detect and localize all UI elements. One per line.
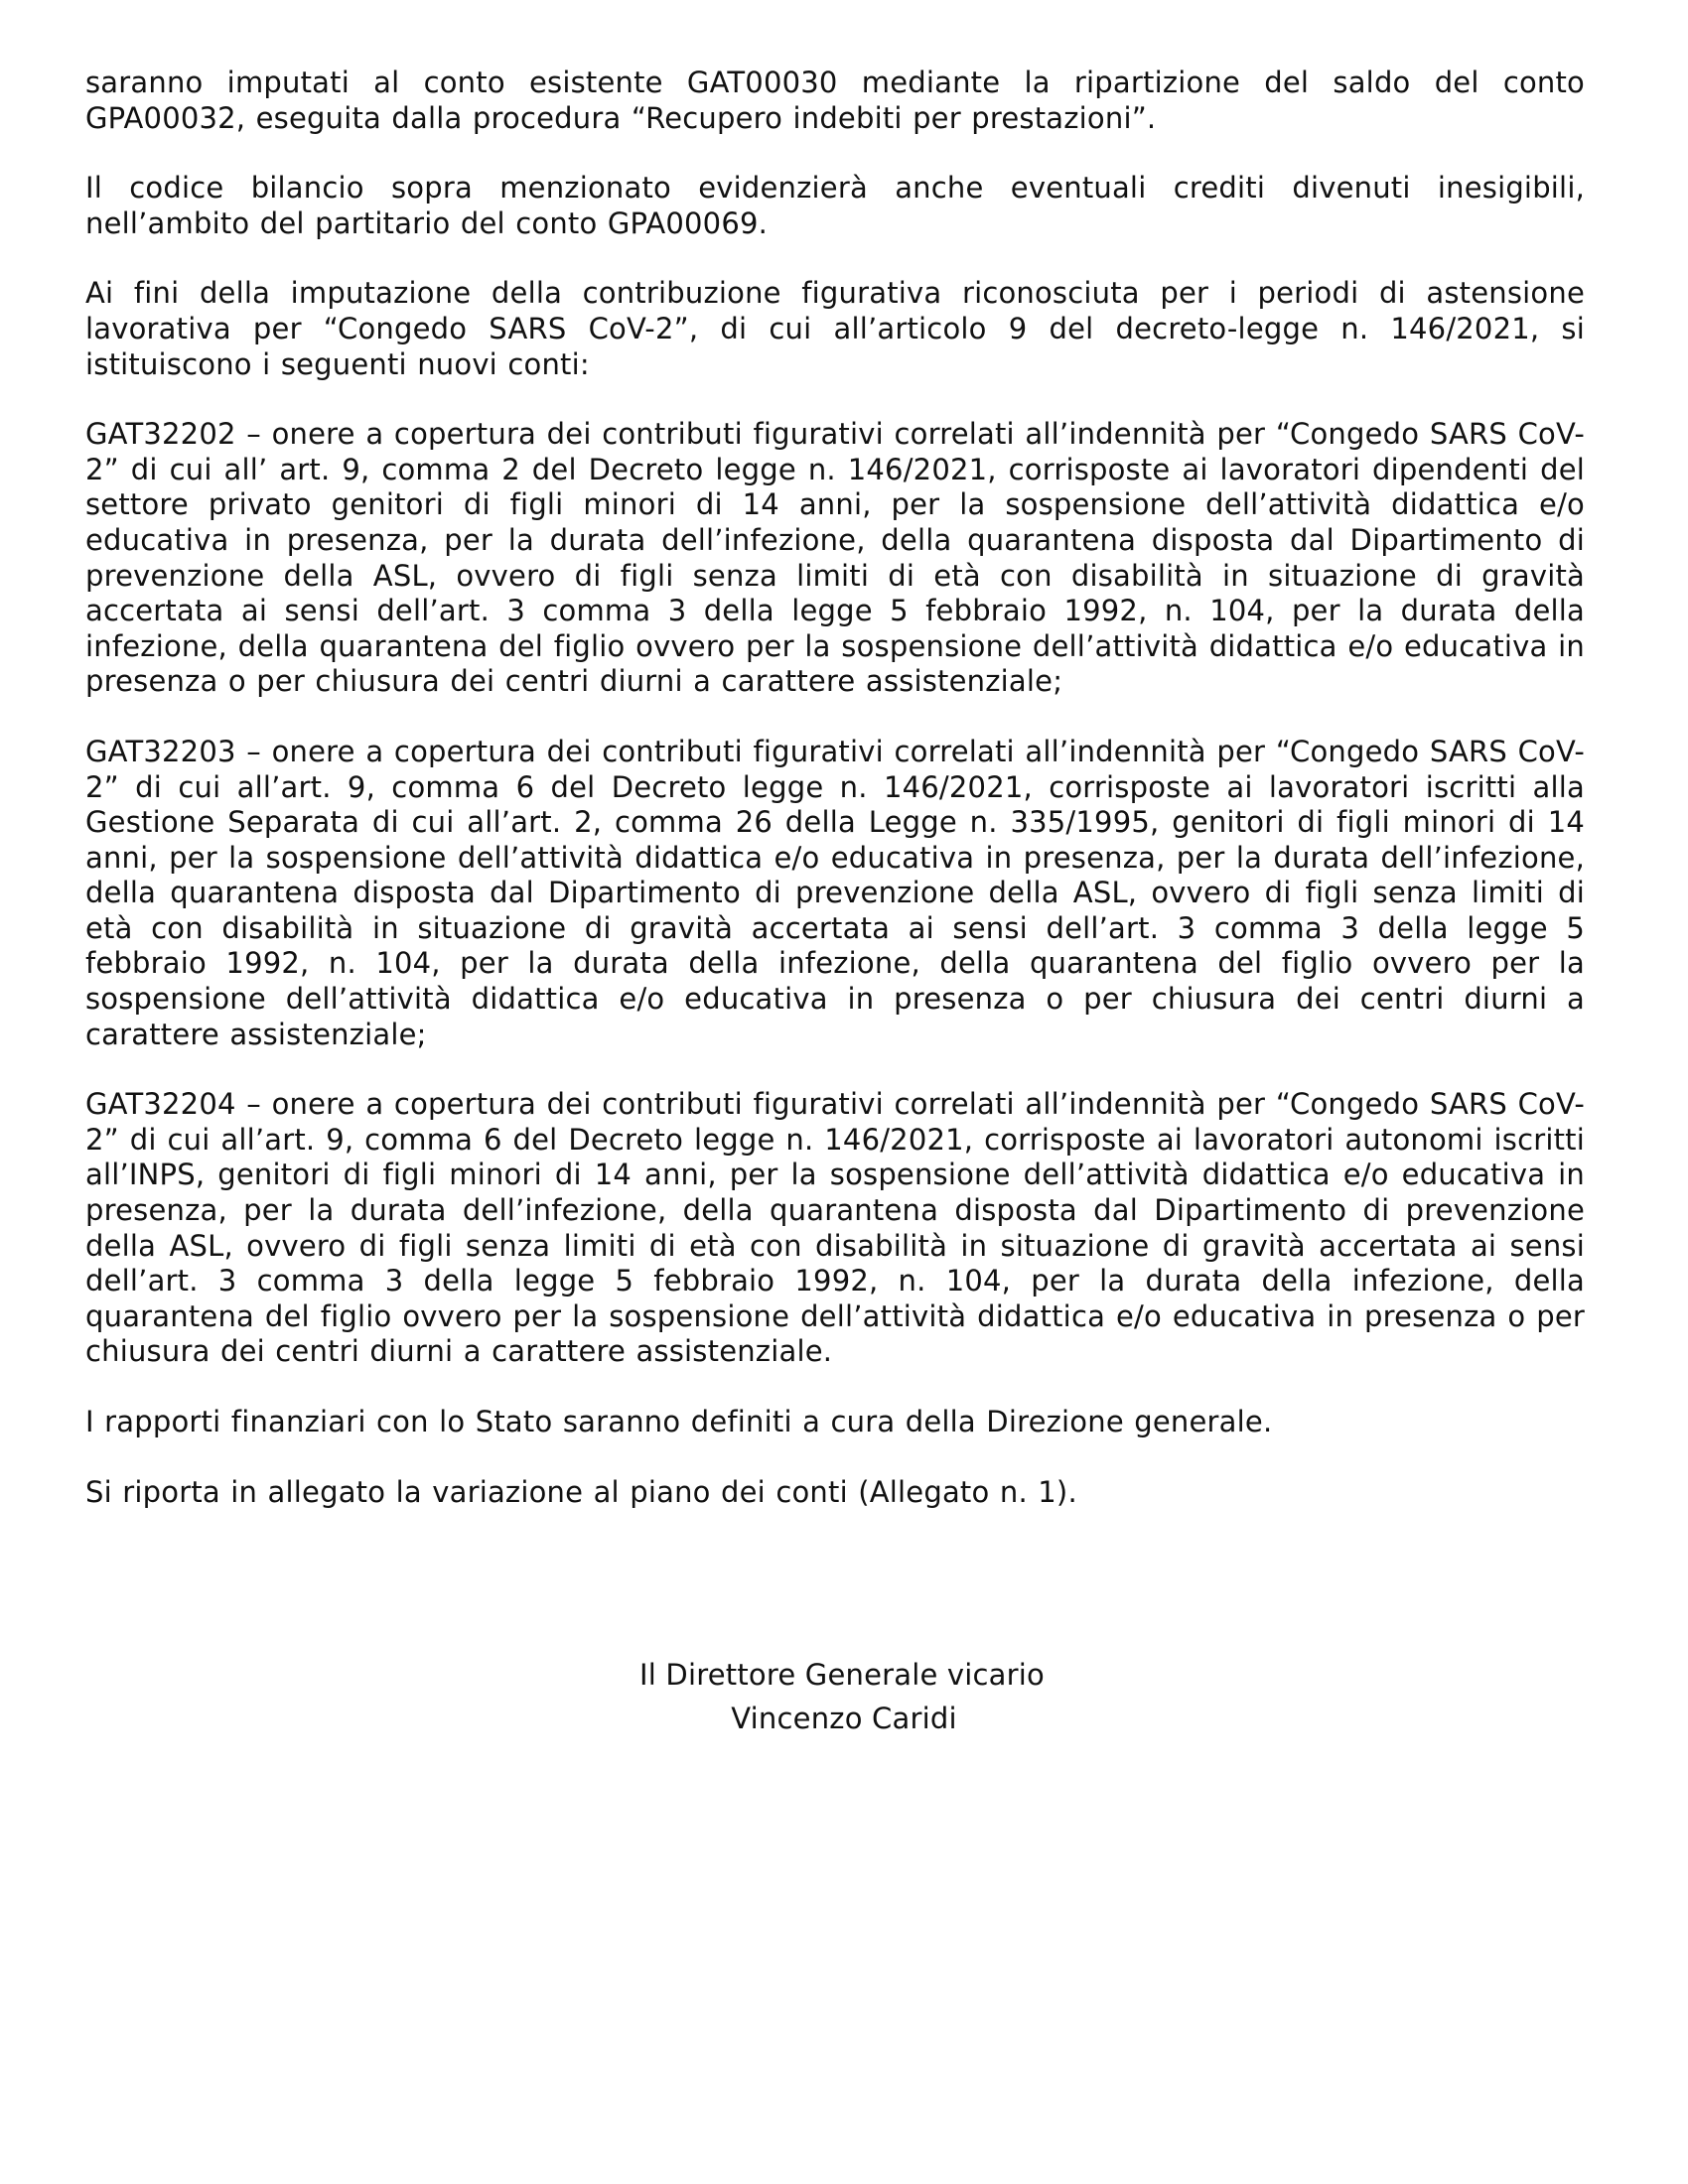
paragraph-allegato: Si riporta in allegato la variazione al piano dei conti (Allegato n. 1). (85, 1474, 1077, 1509)
paragraph-imputazione: Ai fini della imputazione della contribuzione figurativa riconosciuta per i periodi di astensione lavorativa per “Congedo SARS CoV-2”, di cui all’articolo 9 del decreto-legge n. 146/2021, si istituiscono i seguenti nuovi conti: (85, 276, 1585, 381)
paragraph-codice-bilancio: Il codice bilancio sopra menzionato evidenzierà anche eventuali crediti divenuti inesigibili, nell’ambito del partitario del conto GPA00069. (85, 171, 1585, 240)
document-body (85, 66, 1585, 1545)
paragraph-continuation: saranno imputati al conto esistente GAT00030 mediante la ripartizione del saldo del conto GPA00032, eseguita dalla procedura “Recupero indebiti per prestazioni”. (85, 66, 1585, 135)
paragraph-gat32204: GAT32204 – onere a copertura dei contributi figurativi correlati all’indennità per “Congedo SARS CoV-2” di cui all’art. 9, comma 6 del Decreto legge n. 146/2021, corrisposte ai lavoratori autonomi iscritti all’INPS, genitori di figli minori di 14 anni, per la sospensione dell’attività didattica e/o educativa in presenza, per la durata dell’infezione, della quarantena disposta dal Dipartimento di prevenzione della ASL, ovvero di figli senza limiti di età con disabilità in situazione di gravità accertata ai sensi dell’art. 3 comma 3 della legge 5 febbraio 1992, n. 104, per la durata della infezione, della quarantena del figlio ovvero per la sospensione dell’attività didattica e/o educativa in presenza o per chiusura dei centri diurni a carattere assistenziale. (85, 1087, 1585, 1369)
signature-role: Il Direttore Generale vicario (639, 1658, 1045, 1692)
paragraph-gat32202: GAT32202 – onere a copertura dei contributi figurativi correlati all’indennità per “Congedo SARS CoV-2” di cui all’ art. 9, comma 2 del Decreto legge n. 146/2021, corrisposte ai lavoratori dipendenti del settore privato genitori di figli minori di 14 anni, per la sospensione dell’attività didattica e/o educativa in presenza, per la durata dell’infezione, della quarantena disposta dal Dipartimento di prevenzione della ASL, ovvero di figli senza limiti di età con disabilità in situazione di gravità accertata ai sensi dell’art. 3 comma 3 della legge 5 febbraio 1992, n. 104, per la durata della infezione, della quarantena del figlio ovvero per la sospensione dell’attività didattica e/o educativa in presenza o per chiusura dei centri diurni a carattere assistenziale; (85, 417, 1585, 699)
paragraph-rapporti-finanziari: I rapporti finanziari con lo Stato saranno definiti a cura della Direzione generale. (85, 1405, 1273, 1438)
paragraph-gat32203: GAT32203 – onere a copertura dei contributi figurativi correlati all’indennità per “Congedo SARS CoV-2” di cui all’art. 9, comma 6 del Decreto legge n. 146/2021, corrisposte ai lavoratori iscritti alla Gestione Separata di cui all’art. 2, comma 26 della Legge n. 335/1995, genitori di figli minori di 14 anni, per la sospensione dell’attività didattica e/o educativa in presenza, per la durata dell’infezione, della quarantena disposta dal Dipartimento di prevenzione della ASL, ovvero di figli senza limiti di età con disabilità in situazione di gravità accertata ai sensi dell’art. 3 comma 3 della legge 5 febbraio 1992, n. 104, per la durata della infezione, della quarantena del figlio ovvero per la sospensione dell’attività didattica e/o educativa in presenza o per chiusura dei centri diurni a carattere assistenziale; (85, 734, 1585, 1051)
signature-block (0, 1653, 1688, 1740)
signature-name: Vincenzo Caridi (731, 1702, 957, 1735)
